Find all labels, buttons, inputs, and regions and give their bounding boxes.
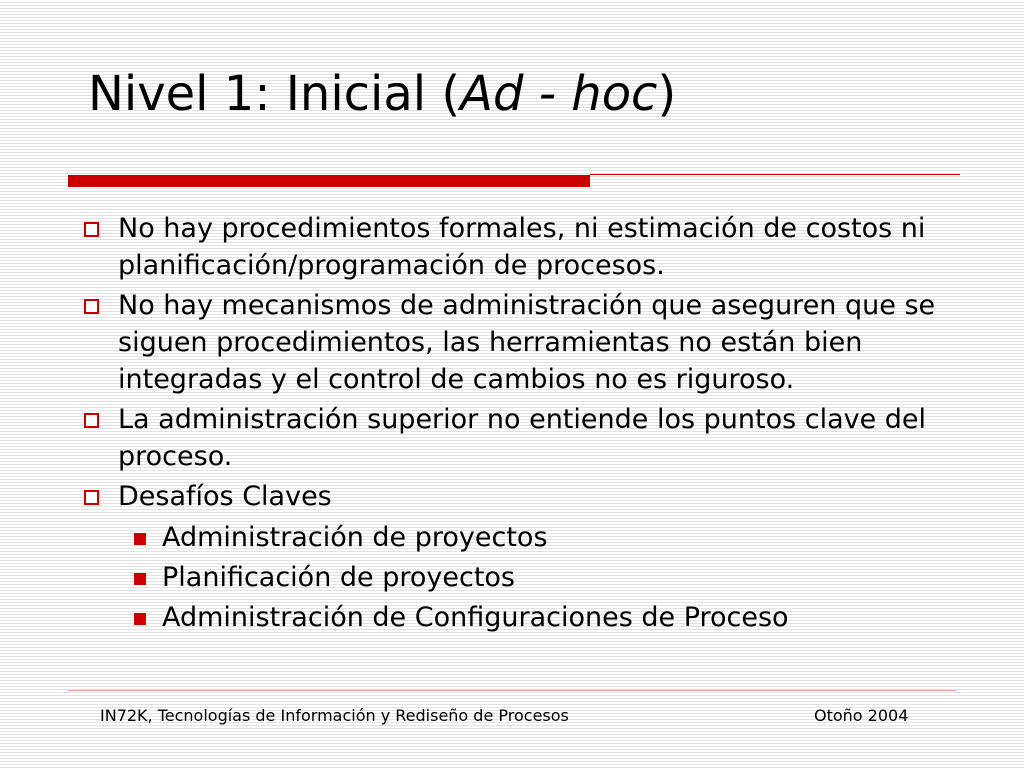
sub-bullet-item <box>118 519 980 557</box>
filled-square-bullet-icon <box>134 533 146 545</box>
sub-bullet-list <box>118 519 980 637</box>
bullet-item <box>80 287 980 398</box>
title-underline-line <box>590 174 960 175</box>
slide-title <box>88 64 676 124</box>
slide-title-text: Nivel 1: Inicial ( <box>88 66 461 122</box>
bullet-text: No hay mecanismos de administración que aseguren que se siguen procedimientos, las herramientas no están bien integradas y el control de cambios no es riguroso. <box>118 290 936 395</box>
sub-bullet-item <box>118 559 980 597</box>
bullet-text: No hay procedimientos formales, ni estimación de costos ni planificación/programación de procesos. <box>118 213 926 281</box>
sub-bullet-text: Planificación de proyectos <box>162 562 516 593</box>
bullet-item-desafios <box>80 478 980 637</box>
title-underline-bar <box>68 175 590 187</box>
hollow-square-bullet-icon <box>84 222 99 237</box>
slide-title-suffix: ) <box>657 66 677 122</box>
slide-content <box>80 210 980 640</box>
hollow-square-bullet-icon <box>84 299 99 314</box>
sub-bullet-text: Administración de Configuraciones de Proceso <box>162 602 789 633</box>
footer-term-label: Otoño 2004 <box>814 706 909 725</box>
bullet-list <box>80 210 980 637</box>
sub-bullet-item <box>118 599 980 637</box>
hollow-square-bullet-icon <box>84 490 99 505</box>
hollow-square-bullet-icon <box>84 413 99 428</box>
sub-bullet-text: Administración de proyectos <box>162 522 548 553</box>
bullet-text: La administración superior no entiende los puntos clave del proceso. <box>118 404 927 472</box>
footer-course-label: IN72K, Tecnologías de Información y Rediseño de Procesos <box>100 706 569 725</box>
filled-square-bullet-icon <box>134 573 146 585</box>
filled-square-bullet-icon <box>134 613 146 625</box>
bullet-item <box>80 401 980 475</box>
bullet-text: Desafíos Claves <box>118 481 332 512</box>
slide-title-italic: Ad - hoc <box>460 66 658 122</box>
footer-divider <box>68 690 956 691</box>
bullet-item <box>80 210 980 284</box>
